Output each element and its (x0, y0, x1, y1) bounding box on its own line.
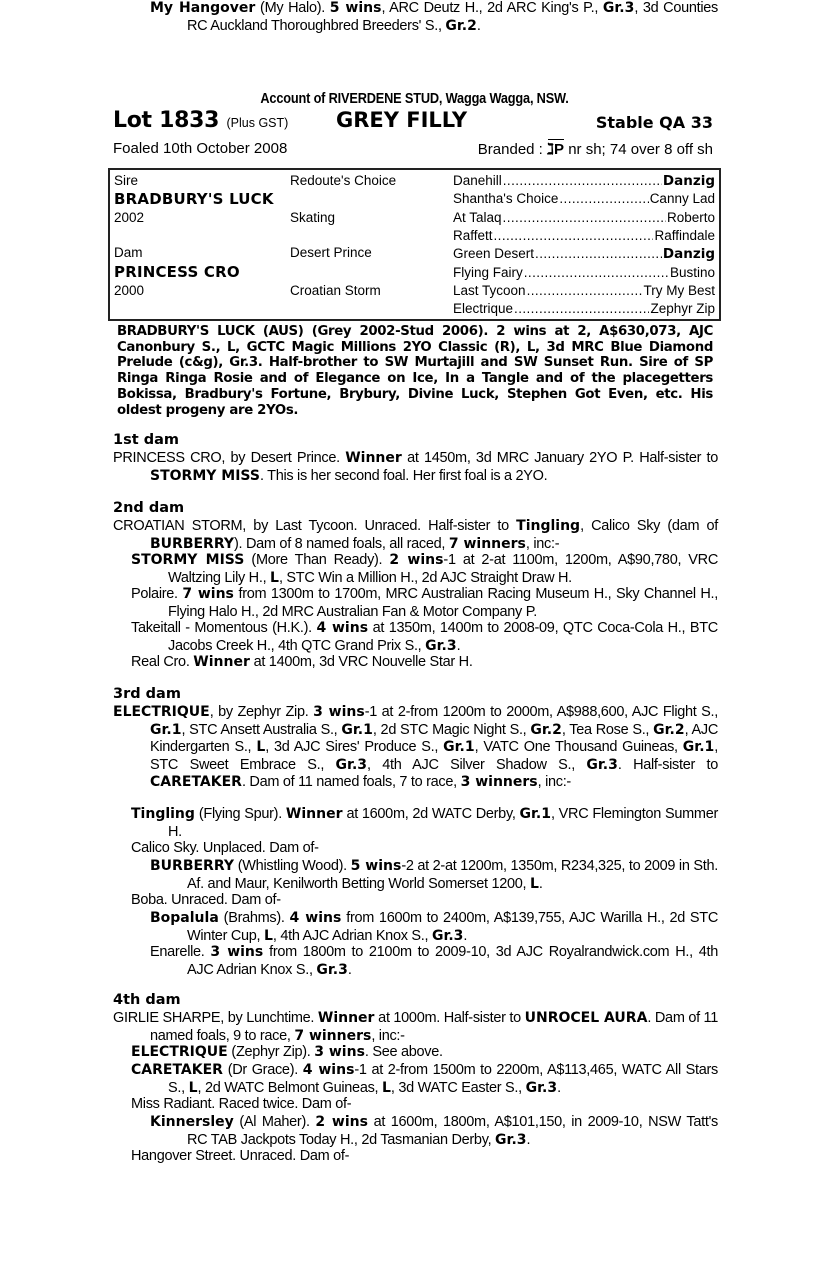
dam-entry (113, 1010, 718, 1045)
text: from 1600m to 2400m, A$139,755, AJC Warilla H., 2d STC Winter Cup, (187, 910, 718, 944)
text: Polaire. (131, 586, 183, 602)
leader-dots (514, 301, 649, 316)
grandparent-row (453, 228, 715, 243)
bold-text: Gr.1 (443, 739, 475, 755)
bold-text: 3 wins (314, 1044, 365, 1060)
text: , 3d Counties RC Auckland Thoroughbred Breeders' S., (187, 0, 719, 34)
progeny-entry (131, 806, 718, 841)
bold-text: Gr.3 (335, 756, 368, 773)
text: at 1350m, 1400m to 2008-09, QTC Coca-Cola H., BTC Jacobs Creek H., 4th QTC Grand Prix S., (168, 620, 718, 654)
text: , inc:- (537, 774, 571, 790)
grandsire-name: Try My Best (643, 283, 715, 298)
bold-text: 5 wins (329, 0, 382, 16)
grandparent-row (453, 246, 715, 262)
bold-text: Bopalula (150, 910, 219, 926)
text: , by Zephyr Zip. (209, 704, 314, 720)
brand-info (478, 140, 713, 158)
grandparent-name: Last Tycoon (453, 283, 526, 298)
text: . See above. (364, 1044, 443, 1060)
bold-text: Winner (193, 654, 250, 670)
bold-text: 5 wins (350, 858, 402, 874)
progeny-entry (131, 840, 718, 858)
progeny-entry (131, 1062, 718, 1097)
bold-text: L (256, 739, 266, 755)
grandparent-row (453, 191, 715, 206)
text: Takeitall - Momentous (H.K.). (131, 620, 317, 636)
bold-text: Gr.3 (525, 1079, 558, 1096)
progeny-entry (131, 654, 718, 672)
bold-text: Gr.3 (431, 927, 464, 944)
bold-text: 7 winners (448, 535, 526, 552)
text: . (476, 17, 481, 34)
grandparent-row (453, 265, 715, 280)
bold-text: 7 winners (294, 1027, 372, 1044)
dam-entry (113, 450, 718, 485)
progeny-entry (150, 0, 718, 35)
text: , 3d WATC Easter S., (390, 1079, 526, 1096)
bold-text: Tingling (131, 806, 195, 822)
bold-text: 4 wins (289, 910, 342, 926)
text: Hangover Street. Unraced. Dam of- (131, 1148, 350, 1164)
text: (Dr Grace). (222, 1062, 303, 1078)
bold-text: ELECTRIQUE (113, 704, 210, 720)
grandparent-name: At Talaq (453, 210, 502, 225)
text: , inc:- (371, 1027, 405, 1044)
text: , VATC One Thousand Guineas, (474, 739, 683, 755)
section-heading: 4th dam (113, 992, 181, 1008)
grandsire-name: Bustino (669, 265, 715, 280)
text: , Tea Rose S., (561, 721, 654, 738)
bold-text: L (270, 569, 279, 586)
text: at 1400m, 3d VRC Nouvelle Star H. (249, 654, 473, 670)
bold-text: Gr.3 (602, 0, 635, 16)
bold-text: L (188, 1079, 198, 1096)
bold-text: CARETAKER (150, 774, 242, 790)
bold-text: Gr.1 (150, 721, 182, 738)
text: Miss Radiant. Raced twice. Dam of- (131, 1096, 352, 1112)
progeny-entry (150, 944, 718, 979)
lot-number (113, 108, 288, 133)
bold-text: My Hangover (150, 0, 256, 16)
text: -1 at 2-from 1500m to 2200m, A$113,465, WATC All Stars S., (168, 1062, 718, 1096)
text: , VRC Flemington Summer H. (168, 806, 719, 840)
text: from 1800m to 2100m to 2009-10, 3d AJC Royalrandwick.com H., 4th AJC Adrian Knox S., (187, 944, 718, 978)
text: at 1600m, 2d WATC Derby, (342, 806, 520, 822)
sire-year: 2002 (114, 210, 145, 225)
leader-dots (527, 283, 643, 298)
grandparent-name: Shantha's Choice (453, 191, 559, 206)
text: at 1600m, 1800m, A$101,150, in 2009-10, NSW Tatt's RC TAB Jackpots Today H., 2d Tasmanian Derby, (187, 1114, 718, 1148)
grandsire-name: Danzig (662, 173, 715, 189)
horse-description: GREY FILLY (336, 108, 468, 132)
bold-text: Gr.1 (519, 806, 551, 822)
bold-text: Winner (285, 806, 343, 822)
text: Boba. Unraced. Dam of- (131, 892, 281, 908)
text: , 2d WATC Belmont Guineas, (197, 1079, 382, 1096)
text: (More Than Ready). (244, 552, 390, 568)
sire-dam: Skating (290, 210, 336, 225)
bold-text: Kinnersley (150, 1114, 234, 1130)
dam-entry (113, 704, 718, 792)
sire-name: BRADBURY'S LUCK (114, 190, 274, 208)
bold-text: Gr.3 (495, 1131, 527, 1148)
grandparent-name: Green Desert (453, 246, 535, 261)
bold-text: Tingling (516, 518, 581, 534)
text: , 4th AJC Silver Shadow S., (367, 756, 587, 773)
text: (Zephyr Zip). (227, 1044, 315, 1060)
text: , STC Ansett Australia S., (181, 721, 342, 738)
bold-text: 7 wins (182, 586, 234, 602)
bold-text: L (381, 1079, 391, 1096)
text: at 1450m, 3d MRC January 2YO P. Half-sister to (401, 450, 718, 466)
leader-dots (535, 246, 662, 262)
grandparent-row (453, 301, 715, 316)
text: , 4th AJC Adrian Knox S., (272, 927, 432, 944)
progeny-entry (131, 1148, 718, 1166)
progeny-entry (150, 1114, 718, 1149)
progeny-entry (131, 620, 718, 655)
section-heading: 3rd dam (113, 686, 181, 702)
sire-sire: Redoute's Choice (290, 173, 397, 188)
text: -1 at 2-at 1100m, 1200m, A$90,780, VRC Waltzing Lily H., (168, 552, 719, 586)
bold-text: Gr.2 (445, 17, 477, 34)
text: . (347, 961, 352, 978)
text: (Brahms). (218, 910, 290, 926)
gst-note: (Plus GST) (226, 116, 289, 130)
dam-dam: Croatian Storm (290, 283, 381, 298)
text: , STC Win a Million H., 2d AJC Straight Draw H. (278, 569, 572, 586)
grandparent-row (453, 210, 715, 225)
grandparent-name: Raffett (453, 228, 493, 243)
section-heading: 1st dam (113, 432, 179, 448)
sire-label: Sire (114, 173, 139, 188)
text: (Flying Spur). (194, 806, 286, 822)
leader-dots (524, 265, 669, 280)
bold-text: BURBERRY (150, 535, 234, 552)
text: . (526, 1131, 531, 1148)
dam-sire: Desert Prince (290, 245, 372, 260)
section-heading: 2nd dam (113, 500, 185, 516)
progeny-entry (150, 858, 718, 893)
text: , STC Sweet Embrace S., (150, 739, 718, 773)
stable-location: Stable QA 33 (595, 113, 713, 132)
branded-label: Branded : (477, 141, 543, 158)
text: (My Halo). (255, 0, 330, 16)
progeny-entry (131, 552, 718, 587)
text: . (463, 927, 468, 944)
text: PRINCESS CRO, by Desert Prince. (113, 450, 346, 466)
text: . (456, 637, 461, 654)
progeny-entry (131, 586, 718, 621)
grandparent-row (453, 283, 715, 298)
text: . This is her second foal. Her first foal is a 2YO. (259, 467, 548, 484)
text: from 1300m to 1700m, MRC Australian Racing Museum H., Sky Channel H., Flying Halo H., 2d MRC Australian Fan & Motor Company P. (168, 586, 718, 620)
text: -1 at 2-from 1200m to 2000m, A$988,600, AJC Flight S., (364, 704, 718, 720)
grandparent-row (453, 173, 715, 189)
text: . (538, 875, 543, 892)
bold-text: STORMY MISS (131, 552, 245, 568)
bold-text: 2 wins (389, 552, 444, 568)
text: GIRLIE SHARPE, by Lunchtime. (113, 1010, 318, 1026)
bold-text: Gr.2 (653, 721, 685, 738)
lot-header (108, 108, 721, 134)
bold-text: Gr.3 (316, 961, 348, 978)
grandsire-name: Raffindale (654, 228, 715, 243)
text: at 1000m. Half-sister to (374, 1010, 525, 1026)
leader-dots (559, 191, 648, 206)
text: . Dam of 11 named foals, 9 to race, (150, 1010, 719, 1044)
bold-text: 3 wins (313, 704, 365, 720)
text: , ARC Deutz H., 2d ARC King's P., (381, 0, 603, 16)
text: , inc:- (525, 535, 560, 552)
text: , AJC Kindergarten S., (150, 721, 718, 755)
bold-text: Gr.1 (341, 721, 373, 738)
lot-label: Lot 1833 (113, 108, 220, 133)
text: Enarelle. (150, 944, 211, 960)
leader-dots (494, 228, 654, 243)
grandparent-name: Danehill (453, 173, 502, 188)
grandsire-name: Danzig (662, 246, 715, 262)
dam-label: Dam (114, 245, 143, 260)
bold-text: CARETAKER (131, 1062, 223, 1078)
bold-text: Gr.3 (425, 637, 457, 654)
text: Real Cro. (131, 654, 194, 670)
progeny-entry (150, 910, 718, 945)
dam-year: 2000 (114, 283, 145, 298)
progeny-entry (131, 892, 718, 910)
text: , 2d STC Magic Night S., (372, 721, 531, 738)
bold-text: L (530, 875, 539, 892)
text: Calico Sky. Unplaced. Dam of- (131, 840, 319, 856)
bold-text: Gr.3 (586, 756, 618, 773)
vendor-account: Account of RIVERDENE STUD, Wagga Wagga, NSW. (260, 91, 569, 107)
bold-text: UNROCEL AURA (524, 1010, 648, 1026)
text: CROATIAN STORM, by Last Tycoon. Unraced. Half-sister to (113, 518, 517, 534)
text: . (557, 1079, 561, 1096)
bold-text: STORMY MISS (150, 467, 260, 484)
sire-summary: BRADBURY'S LUCK (AUS) (Grey 2002-Stud 2006). 2 wins at 2, A$630,073, AJC Canonbury S., L, GCTC Magic Millions 2YO Classic (R), L, 3d MRC Blue Diamond Prelude (c&g), Gr.3. Half-brother to SW Murtajill and SW Sunset Run. Sire of SP Ringa Ringa Rosie and of Elegance on Ice, In a Tangle and of the placegetters Bokissa, Bradbury's Fortune, Brybury, Divine Luck, Stephen Got Even, etc. His oldest progeny are 2YOs. (117, 324, 713, 418)
bold-text: ELECTRIQUE (131, 1044, 228, 1060)
bold-text: 3 wins (210, 944, 264, 960)
text: . Dam of 11 named foals, 7 to race, (241, 774, 461, 790)
leader-dots (503, 210, 666, 225)
bold-text: BURBERRY (150, 858, 234, 874)
bold-text: 2 wins (315, 1114, 368, 1130)
text: (Al Maher). (233, 1114, 316, 1130)
grandsire-name: Canny Lad (649, 191, 715, 206)
text: . Half-sister to (617, 756, 718, 773)
leader-dots (503, 173, 662, 189)
grandsire-name: Roberto (666, 210, 715, 225)
text: -2 at 2-at 1200m, 1350m, R234,325, to 2009 in Sth. Af. and Maur, Kenilworth Betting World Somerset 1200, (187, 858, 718, 892)
grandparent-name: Electrique (453, 301, 514, 316)
brand-mark-icon: ℷP (547, 141, 565, 158)
dam-name: PRINCESS CRO (114, 263, 240, 281)
dam-entry (113, 518, 718, 553)
bold-text: L (263, 927, 273, 944)
pedigree-table (108, 168, 721, 321)
progeny-entry (131, 1096, 718, 1114)
bold-text: Gr.2 (530, 721, 562, 738)
brand-text: nr sh; 74 over 8 off sh (568, 141, 713, 158)
foaled-date: Foaled 10th October 2008 (113, 140, 288, 157)
bold-text: 4 wins (316, 620, 369, 636)
progeny-entry (131, 1044, 718, 1062)
text: ). Dam of 8 named foals, all raced, (234, 535, 449, 552)
bold-text: Winner (345, 450, 402, 466)
text: , 3d AJC Sires' Produce S., (265, 739, 444, 755)
bold-text: Gr.1 (682, 739, 715, 755)
bold-text: Winner (317, 1010, 375, 1026)
text: , Calico Sky (dam of (580, 518, 718, 534)
bold-text: 3 winners (460, 774, 538, 790)
grandsire-name: Zephyr Zip (650, 301, 715, 316)
text: (Whistling Wood). (234, 858, 351, 874)
bold-text: 4 wins (302, 1062, 355, 1078)
grandparent-name: Flying Fairy (453, 265, 523, 280)
